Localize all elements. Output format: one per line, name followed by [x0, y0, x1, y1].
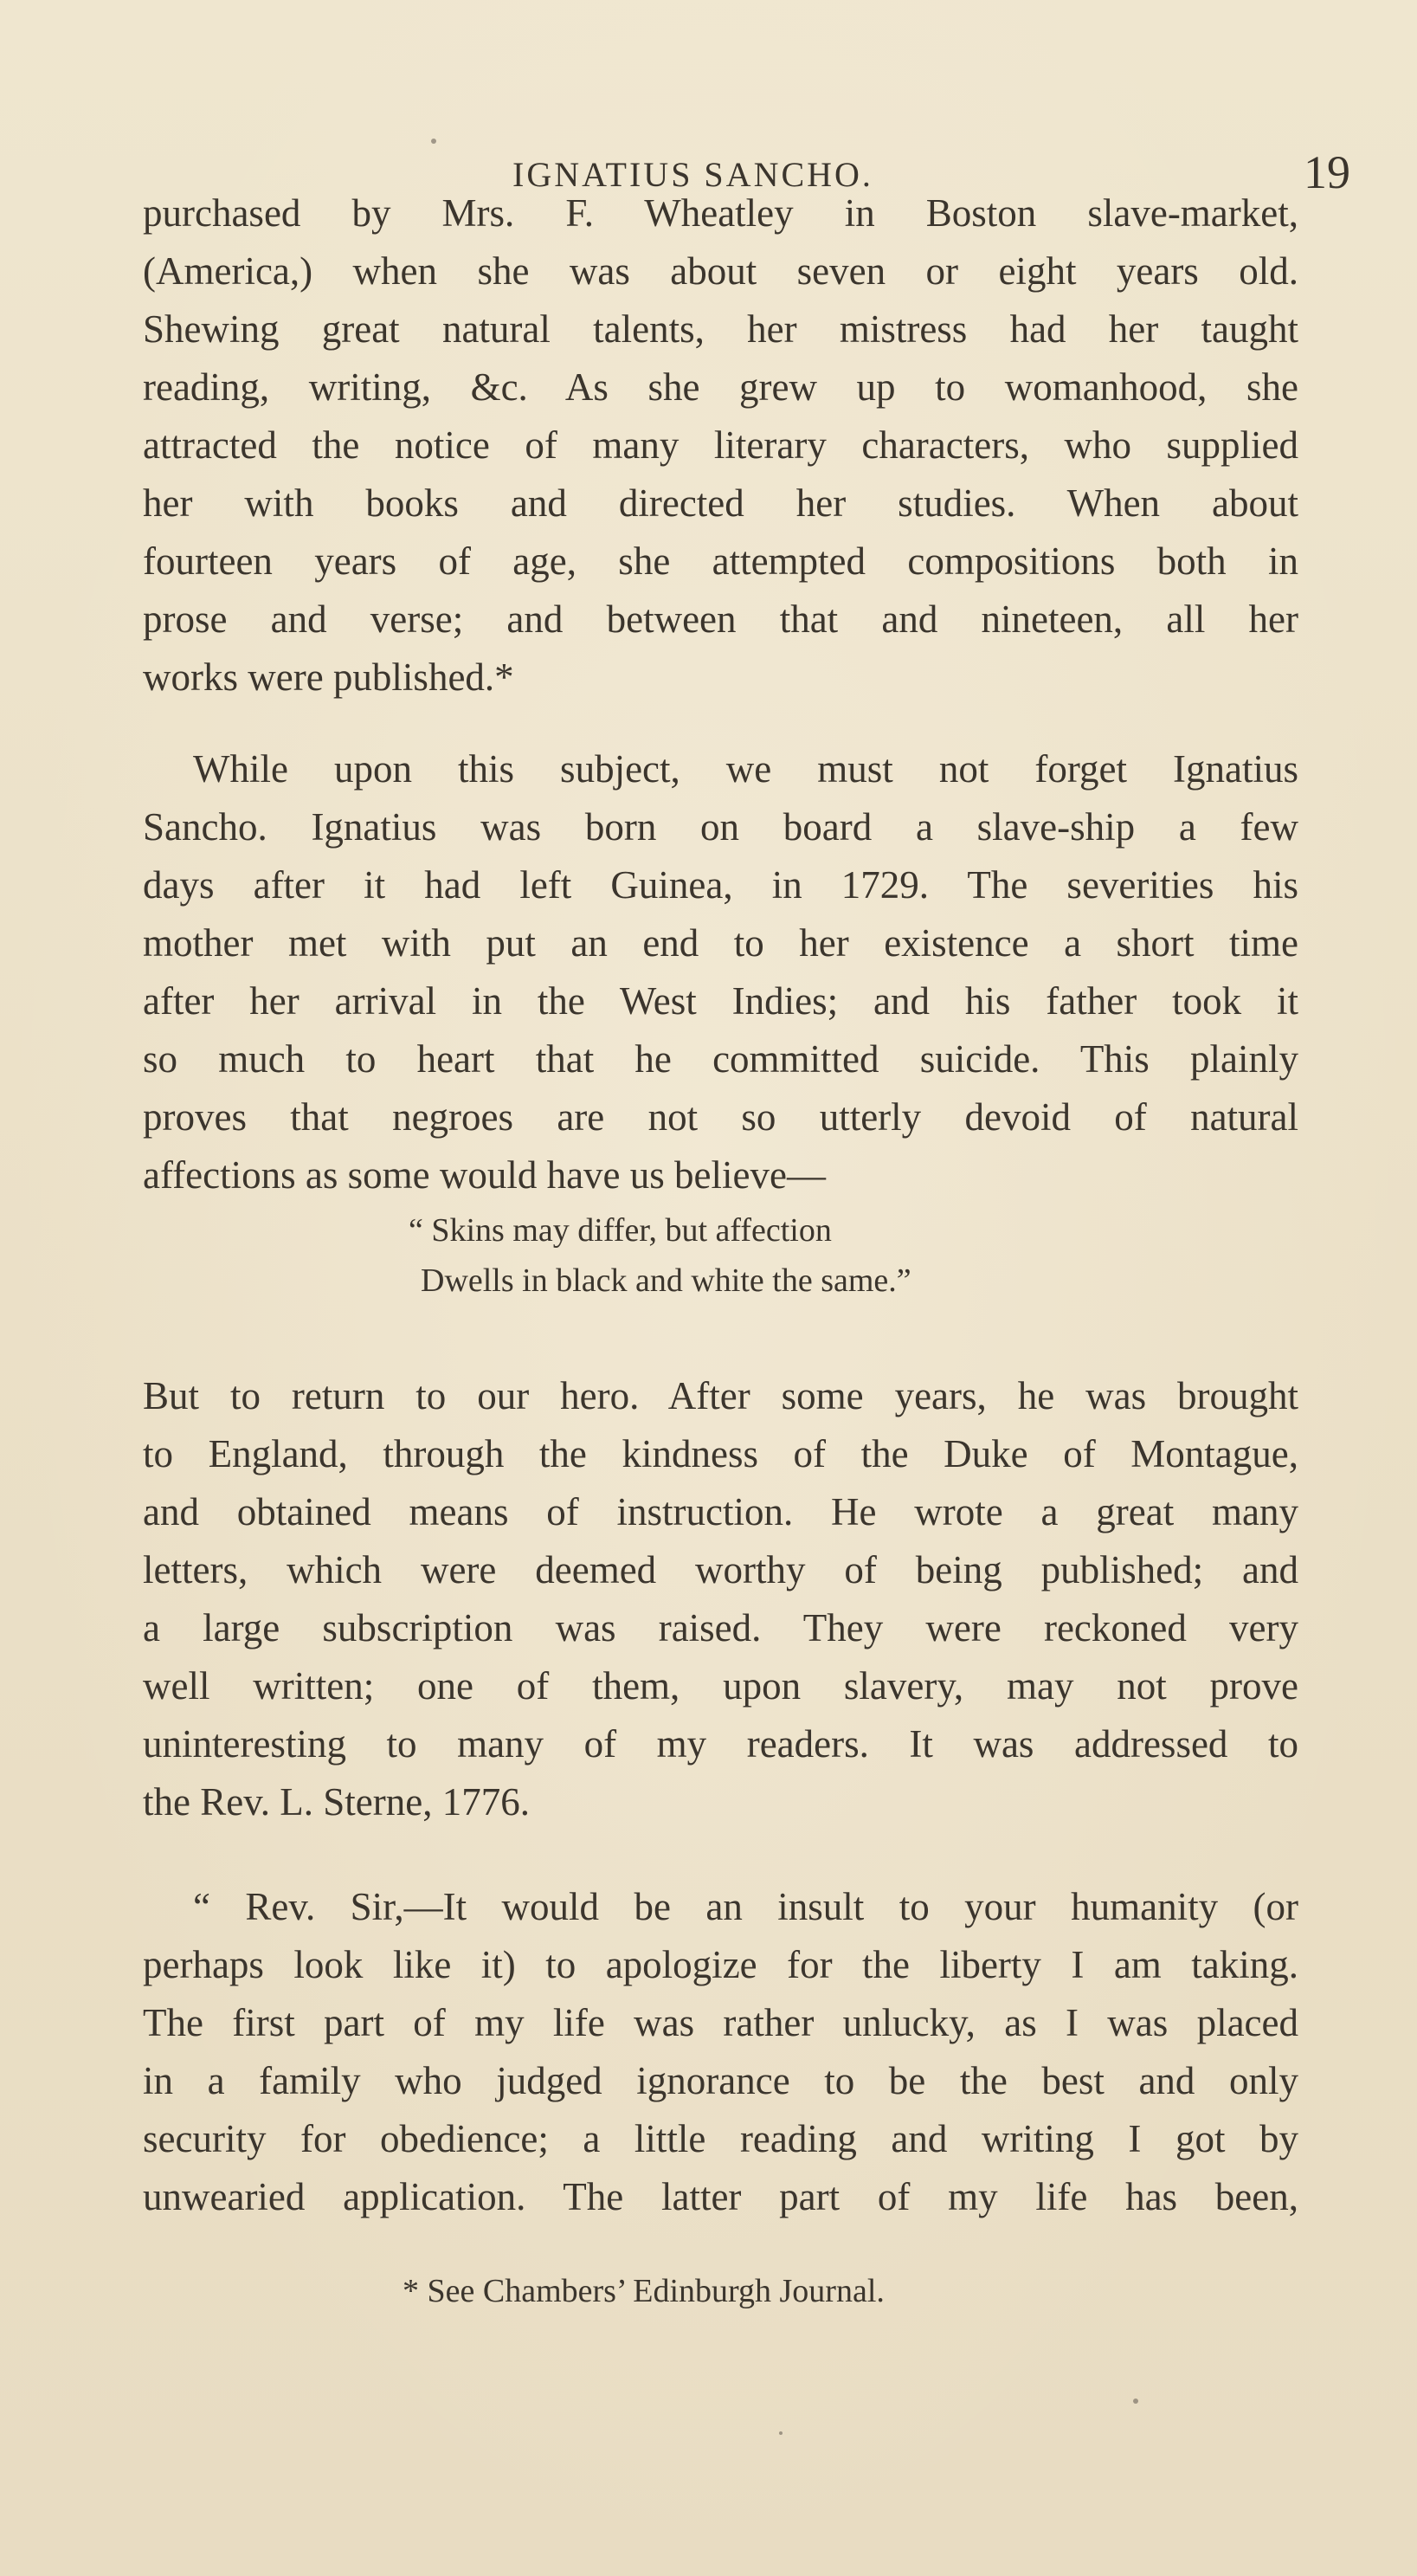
text-line: But to return to our hero. After some years, he was brought: [143, 1374, 1298, 1417]
text-line: fourteen years of age, she attempted compositions both in: [143, 539, 1298, 583]
paragraph-sancho-birth: [143, 740, 1298, 1204]
verse-quotation: [409, 1205, 1066, 1306]
text-line: so much to heart that he committed suicide. This plainly: [143, 1037, 1298, 1081]
paper-speck: [431, 139, 436, 144]
verse-line: Dwells in black and white the same.”: [421, 1262, 911, 1299]
text-line: days after it had left Guinea, in 1729. The severities his: [143, 863, 1298, 907]
text-line: purchased by Mrs. F. Wheatley in Boston slave-market,: [143, 191, 1298, 235]
text-line: and obtained means of instruction. He wrote a great many: [143, 1490, 1298, 1533]
paragraph-wheatley: [143, 184, 1298, 707]
text-line: security for obedience; a little reading and writing I got by: [143, 2117, 1298, 2160]
verse-line: “ Skins may differ, but affection: [409, 1212, 832, 1249]
text-line: While upon this subject, we must not forget Ignatius: [193, 747, 1298, 791]
text-line: attracted the notice of many literary characters, who supplied: [143, 423, 1298, 467]
text-line: unwearied application. The latter part of my life has been,: [143, 2175, 1298, 2218]
text-line: proves that negroes are not so utterly devoid of natural: [143, 1095, 1298, 1139]
text-line: reading, writing, &c. As she grew up to womanhood, she: [143, 365, 1298, 409]
text-line: the Rev. L. Sterne, 1776.: [143, 1780, 530, 1824]
text-line: letters, which were deemed worthy of being published; and: [143, 1548, 1298, 1591]
text-line: (America,) when she was about seven or eight years old.: [143, 249, 1298, 293]
text-line: in a family who judged ignorance to be the best and only: [143, 2059, 1298, 2102]
text-line: uninteresting to many of my readers. It was addressed to: [143, 1722, 1298, 1766]
text-line: her with books and directed her studies. When about: [143, 481, 1298, 525]
paragraph-return-to-hero: [143, 1367, 1298, 1831]
letter-to-sterne: [143, 1878, 1298, 2226]
text-line: works were published.*: [143, 655, 514, 699]
text-line: affections as some would have us believe—: [143, 1153, 826, 1197]
text-line: after her arrival in the West Indies; and his father took it: [143, 979, 1298, 1023]
text-line: prose and verse; and between that and nineteen, all her: [143, 597, 1298, 641]
text-line: Shewing great natural talents, her mistress had her taught: [143, 307, 1298, 351]
text-line: mother met with put an end to her existence a short time: [143, 921, 1298, 965]
text-line: Sancho. Ignatius was born on board a slave-ship a few: [143, 805, 1298, 849]
text-line: a large subscription was raised. They were reckoned very: [143, 1606, 1298, 1650]
text-line: The first part of my life was rather unlucky, as I was placed: [143, 2001, 1298, 2044]
footnote: * See Chambers’ Edinburgh Journal.: [403, 2273, 885, 2309]
text-line: well written; one of them, upon slavery, may not prove: [143, 1664, 1298, 1708]
text-line: to England, through the kindness of the Duke of Montague,: [143, 1432, 1298, 1475]
text-line: “ Rev. Sir,—It would be an insult to your humanity (or: [193, 1885, 1298, 1928]
paper-speck: [1133, 2398, 1138, 2404]
page-number: 19: [1304, 146, 1350, 198]
paper-speck: [779, 2431, 783, 2435]
text-line: perhaps look like it) to apologize for the liberty I am taking.: [143, 1943, 1298, 1986]
running-title: IGNATIUS SANCHO.: [512, 155, 873, 194]
